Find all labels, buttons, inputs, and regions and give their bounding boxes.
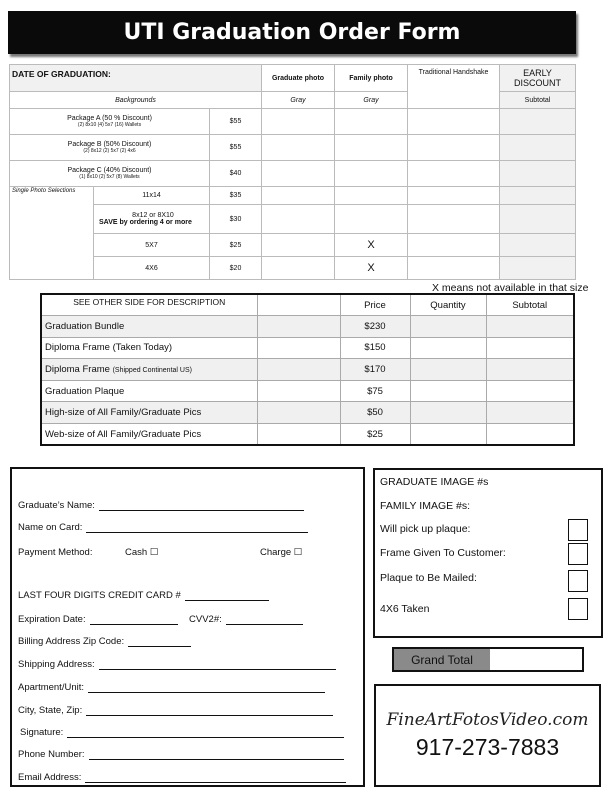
family-background-gray: Gray [335,92,408,109]
table-row [10,109,576,135]
item-note: (Shipped Continental US) [112,367,192,375]
table-row [10,205,576,234]
last-four-field[interactable] [185,591,269,601]
graduate-photo-header: Graduate photo [262,65,335,92]
family-cell[interactable] [335,109,408,135]
item-name: Graduation Bundle [41,316,257,338]
single-price: $35 [210,187,262,205]
handshake-cell[interactable] [408,109,500,135]
package-price: $55 [210,135,262,161]
cash-checkbox[interactable]: Cash ☐ [125,547,159,558]
date-of-graduation-label: DATE OF GRADUATION: [10,65,262,92]
quantity-cell[interactable] [410,337,486,359]
name-on-card-label: Name on Card: [18,522,83,533]
item-price: $170 [340,359,410,381]
graduate-name-label: Graduate’s Name: [18,500,95,511]
family-cell[interactable] [335,205,408,234]
item-price: $50 [340,402,410,424]
item-name: Diploma Frame [45,364,110,376]
expiration-field[interactable] [90,615,178,625]
single-size: 11x14 [94,187,210,205]
cvv-field[interactable] [226,615,303,625]
item-price: $150 [340,337,410,359]
handshake-cell[interactable] [408,205,500,234]
subtotal-cell[interactable] [486,316,574,338]
charge-checkbox[interactable]: Charge ☐ [260,547,303,558]
grand-total-label: Grand Total [394,649,490,670]
city-state-zip-field[interactable] [86,706,333,716]
handshake-cell[interactable] [408,234,500,257]
brand-phone: 917-273-7883 [415,734,560,760]
table-row [10,135,576,161]
graduate-image-label: GRADUATE IMAGE #s [380,476,489,488]
quantity-cell[interactable] [410,380,486,402]
package-name: Package C (40% Discount) [67,167,152,174]
plaque-mailed-label: Plaque to Be Mailed: [380,572,477,584]
see-other-side-header: SEE OTHER SIDE FOR DESCRIPTION [41,294,257,316]
family-image-label: FAMILY IMAGE #s: [380,500,471,512]
phone-field[interactable] [89,750,344,760]
subtotal-cell[interactable] [500,109,576,135]
grand-total-field[interactable] [490,649,582,670]
phone-label: Phone Number: [18,749,85,760]
item-name: Graduation Plaque [41,380,257,402]
graduate-background-gray: Gray [262,92,335,109]
graduate-cell[interactable] [262,135,335,161]
quantity-cell[interactable] [410,402,486,424]
single-size: 4X6 [94,257,210,280]
signature-label: Signature: [20,727,64,738]
pickup-plaque-label: Will pick up plaque: [380,523,471,535]
shipping-field[interactable] [99,660,336,670]
price-header: Price [340,294,410,316]
graduate-cell[interactable] [262,161,335,187]
handshake-cell[interactable] [408,187,500,205]
item-price: $230 [340,316,410,338]
table-row [41,380,574,402]
subtotal-cell[interactable] [500,257,576,280]
early-discount-header: EARLY DISCOUNT [500,65,576,92]
subtotal-cell[interactable] [500,135,576,161]
packages-table [9,64,576,280]
subtotal-cell[interactable] [500,205,576,234]
table-row [10,257,576,280]
table-row [41,316,574,338]
signature-field[interactable] [67,728,344,738]
pickup-plaque-checkbox[interactable] [568,519,588,541]
table-row [41,424,574,446]
plaque-mailed-checkbox[interactable] [568,570,588,592]
taken-4x6-checkbox[interactable] [568,598,588,620]
email-field[interactable] [85,773,346,783]
subtotal-cell[interactable] [486,402,574,424]
grand-total-box [392,647,584,672]
table-row [41,337,574,359]
family-unavailable-mark: X [335,257,408,280]
subtotal-cell[interactable] [486,359,574,381]
taken-4x6-label: 4X6 Taken [380,603,430,615]
package-name: Package A (50 % Discount) [67,115,152,122]
handshake-cell[interactable] [408,135,500,161]
package-price: $55 [210,109,262,135]
payment-method-label: Payment Method: [18,547,93,558]
item-price: $75 [340,380,410,402]
family-cell[interactable] [335,187,408,205]
table-row [10,187,576,205]
item-name: High-size of All Family/Graduate Pics [41,402,257,424]
family-photo-header: Family photo [335,65,408,92]
subtotal-cell[interactable] [500,187,576,205]
availability-note: X means not available in that size [432,282,589,294]
save-note: SAVE by ordering 4 or more [99,219,192,226]
quantity-cell[interactable] [410,359,486,381]
item-price: $25 [340,424,410,446]
table-row [41,402,574,424]
subtotal-cell[interactable] [500,234,576,257]
subtotal-cell[interactable] [486,337,574,359]
last-four-label: LAST FOUR DIGITS CREDIT CARD # [18,590,181,601]
single-size: 8x12 or 8X10 [132,212,174,219]
extras-table [40,293,575,446]
graduate-name-field[interactable] [99,501,304,511]
family-cell[interactable] [335,135,408,161]
billing-zip-field[interactable] [128,637,191,647]
subtotal-header: Subtotal [486,294,574,316]
subtotal-cell[interactable] [500,161,576,187]
single-price: $20 [210,257,262,280]
backgrounds-label: Backgrounds [10,92,262,109]
traditional-handshake-header: Traditional Handshake [408,65,500,109]
name-on-card-field[interactable] [86,523,308,533]
single-price: $30 [210,205,262,234]
package-name: Package B (50% Discount) [67,141,152,148]
subtotal-label: Subtotal [500,92,576,109]
apartment-label: Apartment/Unit: [18,682,84,693]
family-unavailable-mark: X [335,234,408,257]
table-row [10,234,576,257]
single-photo-label: Single Photo Selections [10,187,94,257]
billing-zip-label: Billing Address Zip Code: [18,636,125,647]
single-price: $25 [210,234,262,257]
graduate-cell[interactable] [262,187,335,205]
frame-given-checkbox[interactable] [568,543,588,565]
apartment-field[interactable] [88,683,325,693]
handshake-cell[interactable] [408,257,500,280]
quantity-cell[interactable] [410,316,486,338]
graduate-cell[interactable] [262,234,335,257]
graduate-cell[interactable] [262,257,335,280]
frame-given-label: Frame Given To Customer: [380,547,506,559]
quantity-cell[interactable] [410,424,486,446]
brand-box [374,684,601,787]
email-label: Email Address: [18,772,82,783]
subtotal-cell[interactable] [486,424,574,446]
package-contents: (2) 8x12 (2) 5x7 (2) 4x6 [83,148,136,154]
family-cell[interactable] [335,161,408,187]
package-contents: (2) 8x10 (4) 5x7 (16) Wallets [77,122,142,128]
quantity-header: Quantity [410,294,486,316]
item-name: Diploma Frame (Taken Today) [41,337,257,359]
staff-box [373,468,603,638]
single-size: 5X7 [94,234,210,257]
cvv-label: CVV2#: [189,614,222,625]
graduate-cell[interactable] [262,205,335,234]
subtotal-cell[interactable] [486,380,574,402]
expiration-label: Expiration Date: [18,614,86,625]
package-contents: (1) 8x10 (2) 5x7 (8) Wallets [79,174,140,180]
package-price: $40 [210,161,262,187]
shipping-label: Shipping Address: [18,659,95,670]
graduate-cell[interactable] [262,109,335,135]
handshake-cell[interactable] [408,161,500,187]
brand-logo: FineArtFotosVideo.com [386,710,589,730]
table-row [41,359,574,381]
customer-info-box [10,467,365,787]
page-title: UTI Graduation Order Form [8,11,576,54]
item-name: Web-size of All Family/Graduate Pics [41,424,257,446]
table-row [10,161,576,187]
city-state-zip-label: City, State, Zip: [18,705,83,716]
